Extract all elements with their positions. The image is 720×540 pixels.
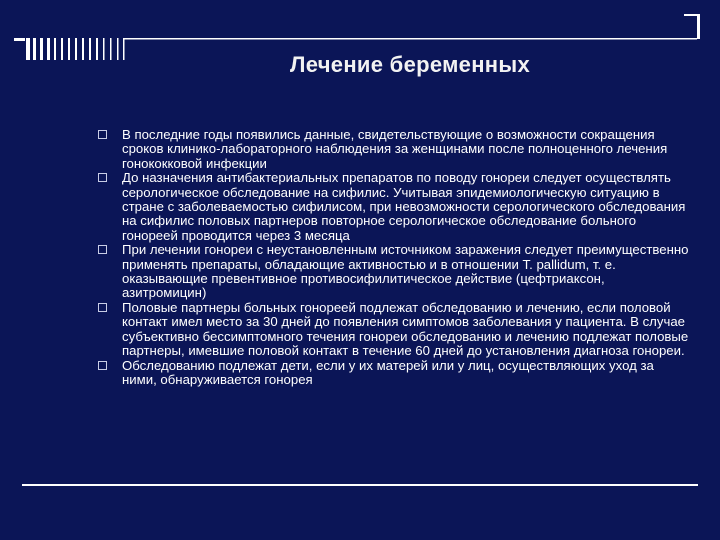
list-item	[96, 171, 692, 242]
slide-title: Лечение беременных	[289, 52, 530, 77]
decorative-bar	[14, 38, 25, 41]
hollow-square-icon	[98, 361, 107, 370]
decorative-bar	[47, 38, 50, 60]
decorative-bar	[684, 14, 700, 16]
decorative-bar	[110, 38, 112, 60]
list-item	[96, 359, 692, 388]
decorative-bar	[697, 14, 700, 39]
decorative-bar	[75, 38, 77, 60]
list-item	[96, 301, 692, 358]
hollow-square-icon	[98, 173, 107, 182]
list-item-text: До назначения антибактериальных препаратов по поводу гонореи следует осуществлять серологическое обследование на сифилис. Учитывая эпидемиологическую ситуацию в стране с заболеваемостью сифилисом, при невозможности серологического обследования на сифилис половых партнеров повторное серологическое обследование больного гонореей проводится через 3 месяца	[122, 170, 686, 243]
decorative-bar	[68, 38, 70, 60]
decorative-bars	[0, 0, 720, 60]
list-item-text: Обследованию подлежат дети, если у их матерей или у лиц, осуществляющих уход за ними, обнаруживается гонорея	[122, 357, 654, 388]
decorative-bar	[96, 38, 98, 60]
bottom-divider	[22, 484, 698, 486]
list-item	[96, 128, 692, 171]
decorative-bar	[40, 38, 43, 60]
decorative-bar	[117, 38, 119, 60]
hollow-square-icon	[98, 130, 107, 139]
decorative-bar	[89, 38, 91, 60]
list-item	[96, 243, 692, 300]
decorative-bar	[123, 38, 125, 60]
decorative-bar	[54, 38, 56, 60]
decorative-bar	[103, 38, 105, 60]
decorative-bar	[61, 38, 63, 60]
hollow-square-icon	[98, 303, 107, 312]
decorative-bar	[33, 38, 36, 60]
hollow-square-icon	[98, 245, 107, 254]
bullet-list	[96, 128, 692, 388]
decorative-bar	[26, 38, 30, 60]
decorative-bar	[82, 38, 84, 60]
list-item-text: В последние годы появились данные, свидетельствующие о возможности сокращения сроков клинико-лабораторного наблюдения за женщинами после полноценного лечения гонококковой инфекции	[122, 127, 668, 171]
list-item-text: Половые партнеры больных гонореей подлежат обследованию и лечению, если половой контакт имел место за 30 дней до появления симптомов заболевания у пациента. В случае субъективно бессимптомного течения гонореи обследованию и лечению подлежат половые партнеры, имевшие половой контакт в течение 60 дней до установления диагноза гонореи.	[122, 300, 689, 358]
list-item-text: При лечении гонореи с неустановленным источником заражения следует преимущественно применять препараты, обладающие активностью и в отношении T. pallidum, т. е. оказывающие превентивное противосифилитическое действие (цефтриаксон, азитромицин)	[122, 242, 689, 301]
decorative-bar	[124, 38, 697, 40]
